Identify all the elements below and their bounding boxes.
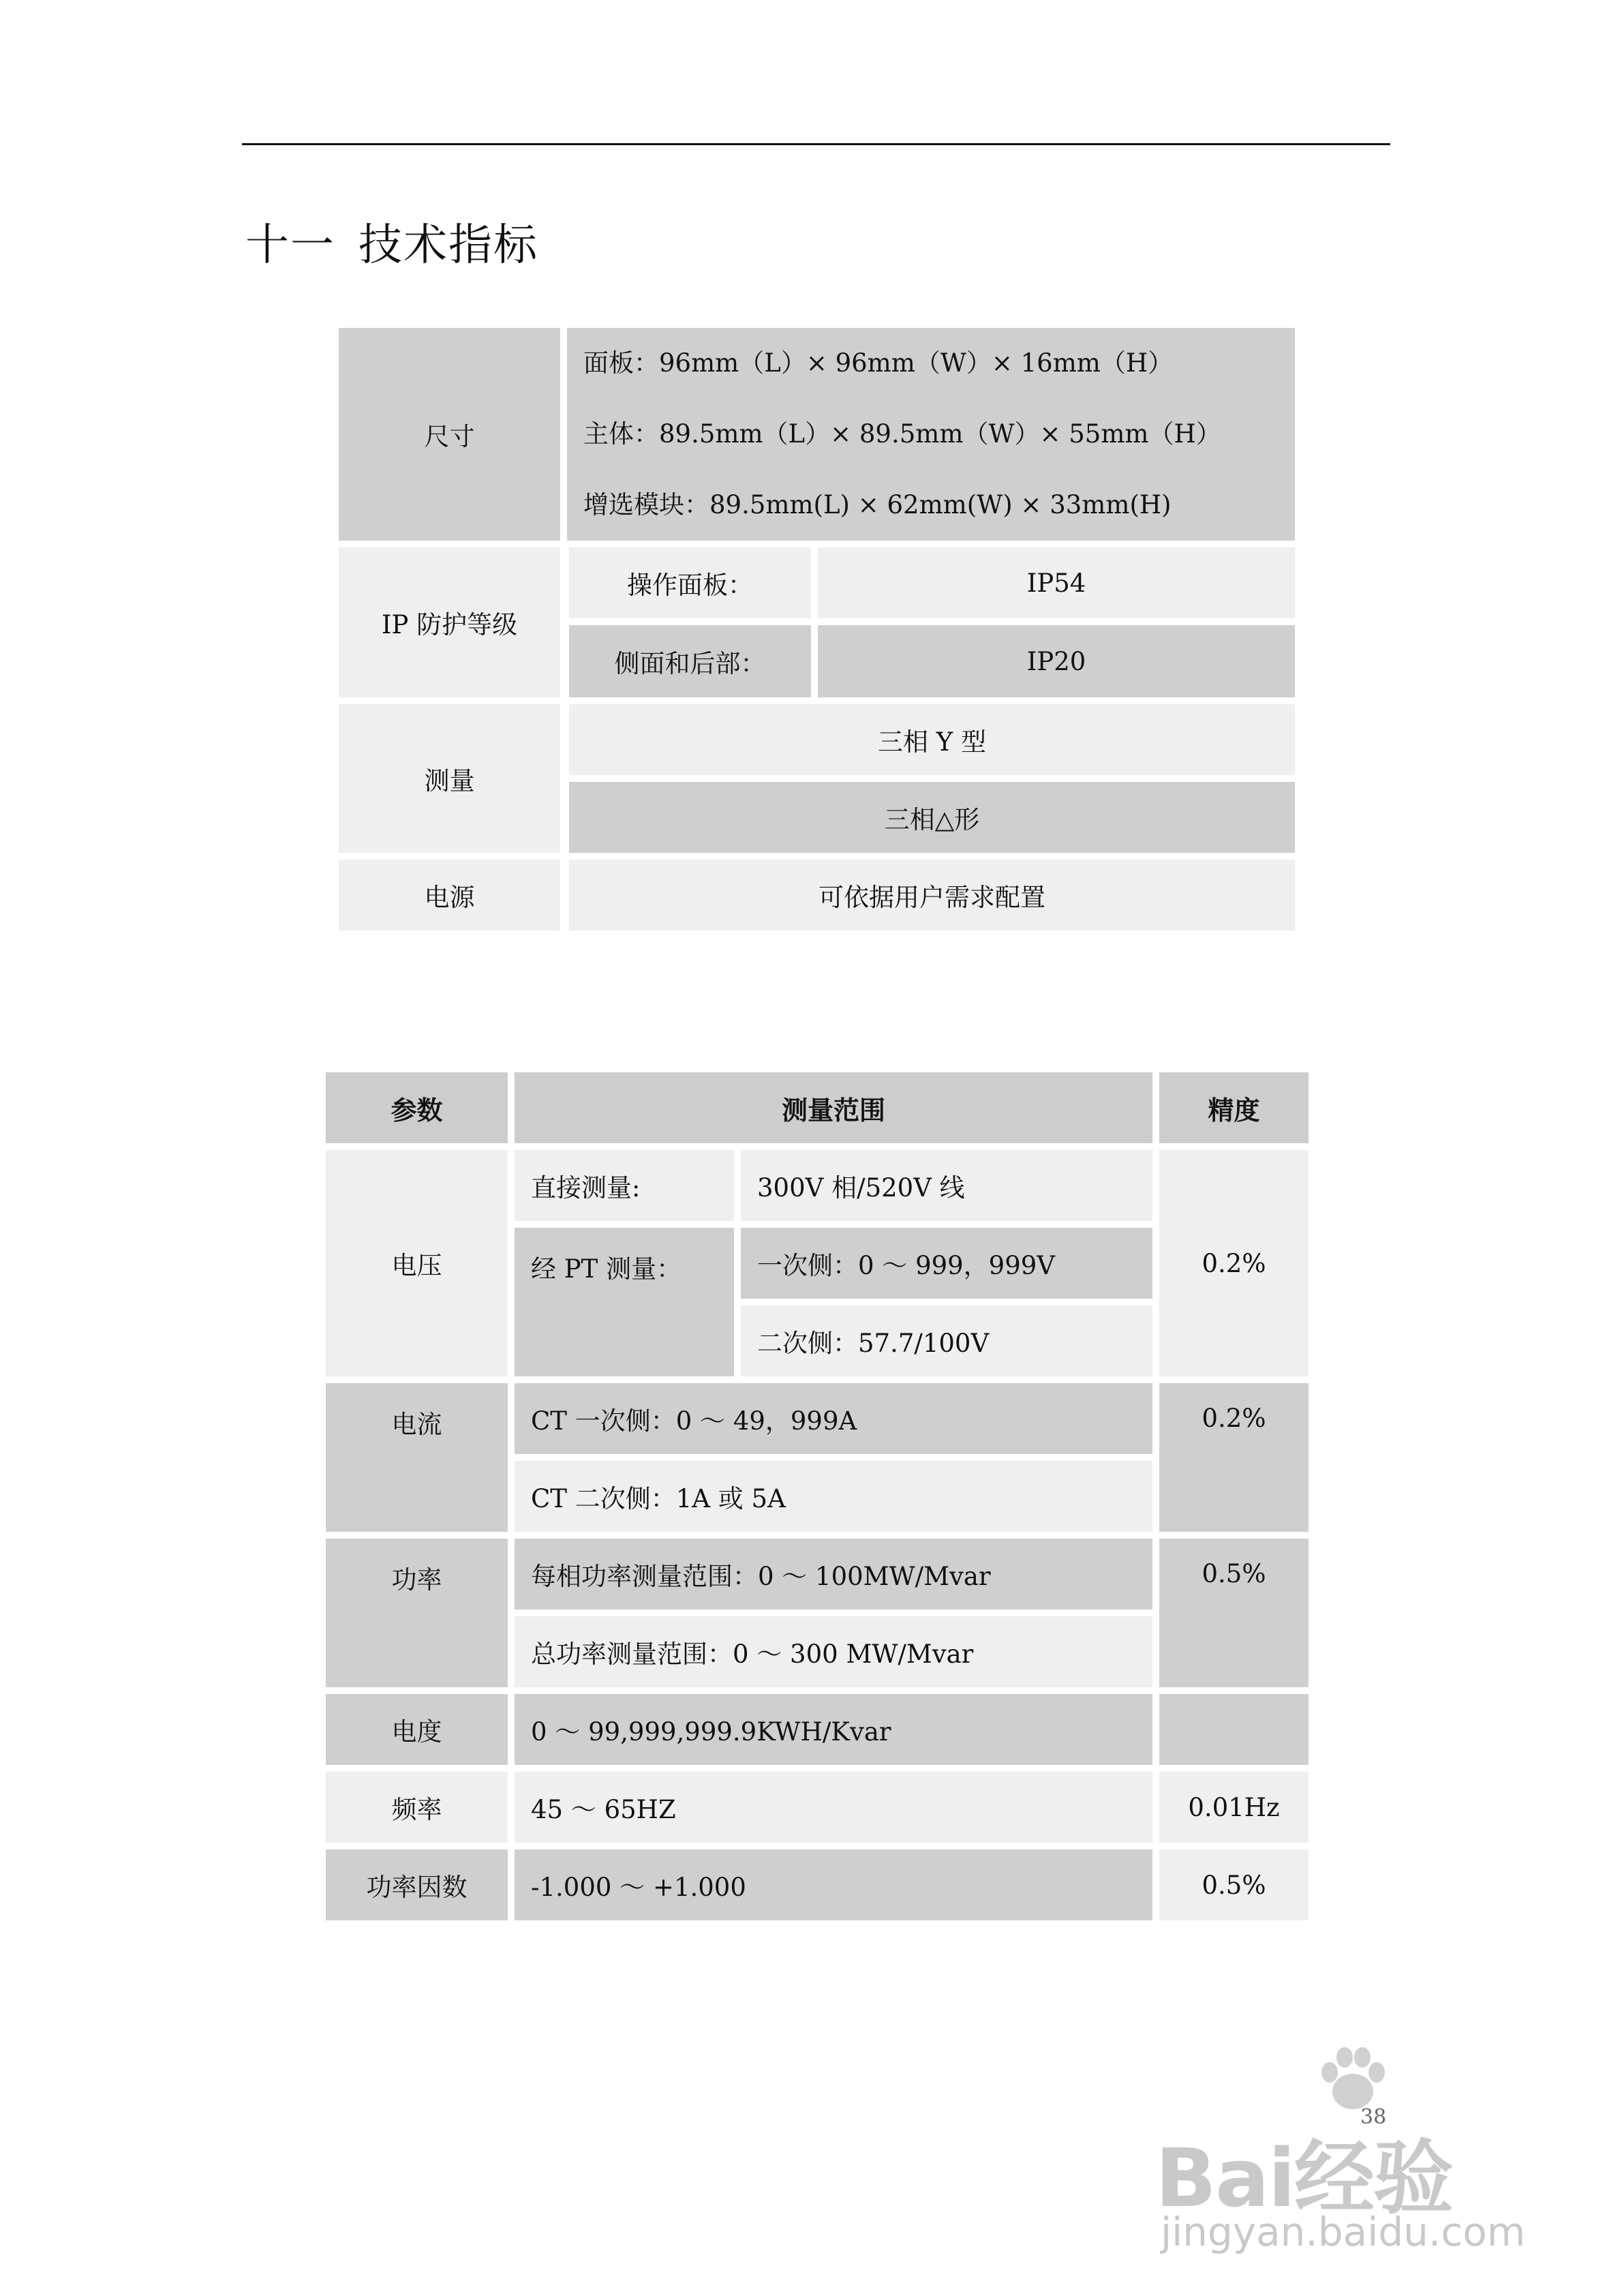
voltage-label: 电压 bbox=[326, 1150, 508, 1376]
current-secondary: CT 二次侧：1A 或 5A bbox=[515, 1461, 1152, 1532]
section-number: 十一 bbox=[245, 220, 335, 271]
voltage-pt-label: 经 PT 测量： bbox=[515, 1228, 734, 1376]
frequency-label: 频率 bbox=[326, 1772, 508, 1843]
voltage-pt-primary: 一次侧：0 ～ 999，999V bbox=[741, 1228, 1152, 1299]
watermark-logo-text: Bai经验 bbox=[1155, 2131, 1453, 2225]
current-accuracy: 0.2% bbox=[1159, 1383, 1309, 1532]
baidu-jingyan-watermark bbox=[1155, 2038, 1537, 2263]
size-label: 尺寸 bbox=[339, 328, 560, 541]
power-factor-accuracy: 0.5% bbox=[1159, 1849, 1309, 1920]
ip-panel-value: IP54 bbox=[818, 547, 1295, 618]
header-rule bbox=[242, 143, 1390, 145]
current-label: 电流 bbox=[326, 1383, 508, 1532]
section-heading bbox=[245, 210, 538, 273]
power-per-phase: 每相功率测量范围：0 ～ 100MW/Mvar bbox=[515, 1539, 1152, 1610]
energy-range: 0 ～ 99,999,999.9KWH/Kvar bbox=[515, 1694, 1152, 1765]
voltage-direct-label: 直接测量: bbox=[515, 1150, 734, 1221]
size-module: 增选模块：89.5mm(L) × 62mm(W) × 33mm(H) bbox=[583, 490, 1172, 519]
current-primary: CT 一次侧：0 ～ 49，999A bbox=[515, 1383, 1152, 1454]
power-total: 总功率测量范围：0 ～ 300 MW/Mvar bbox=[515, 1616, 1152, 1687]
energy-label: 电度 bbox=[326, 1694, 508, 1765]
power-label: 功率 bbox=[326, 1539, 508, 1687]
ip-side-label: 侧面和后部： bbox=[569, 625, 811, 697]
ip-panel-label: 操作面板： bbox=[569, 547, 811, 618]
measure-label: 测量 bbox=[339, 704, 560, 853]
ip-side-value: IP20 bbox=[818, 625, 1295, 697]
size-panel: 面板：96mm（L）× 96mm（W）× 16mm（H） bbox=[583, 348, 1174, 378]
header-accuracy: 精度 bbox=[1159, 1072, 1309, 1143]
voltage-pt-secondary: 二次侧：57.7/100V bbox=[741, 1305, 1152, 1376]
frequency-range: 45 ～ 65HZ bbox=[515, 1772, 1152, 1843]
section-title: 技术指标 bbox=[358, 220, 538, 271]
voltage-direct-value: 300V 相/520V 线 bbox=[741, 1150, 1152, 1221]
size-body: 主体：89.5mm（L）× 89.5mm（W）× 55mm（H） bbox=[583, 419, 1221, 449]
power-accuracy: 0.5% bbox=[1159, 1539, 1309, 1687]
power-factor-label: 功率因数 bbox=[326, 1849, 508, 1920]
header-range: 测量范围 bbox=[515, 1072, 1152, 1143]
ip-label: IP 防护等级 bbox=[339, 547, 560, 697]
header-param: 参数 bbox=[326, 1072, 508, 1143]
measure-wye: 三相 Y 型 bbox=[569, 704, 1295, 775]
power-supply-label: 电源 bbox=[339, 860, 560, 931]
energy-accuracy bbox=[1159, 1694, 1309, 1765]
power-supply-value: 可依据用户需求配置 bbox=[569, 860, 1295, 931]
page-number: 38 bbox=[1360, 2105, 1387, 2129]
frequency-accuracy: 0.01Hz bbox=[1159, 1772, 1309, 1843]
size-values bbox=[567, 328, 1295, 541]
watermark-url: jingyan.baidu.com bbox=[1161, 2209, 1526, 2255]
measure-delta: 三相△形 bbox=[569, 782, 1295, 853]
power-factor-range: -1.000 ～ +1.000 bbox=[515, 1849, 1152, 1920]
voltage-accuracy: 0.2% bbox=[1159, 1150, 1309, 1376]
